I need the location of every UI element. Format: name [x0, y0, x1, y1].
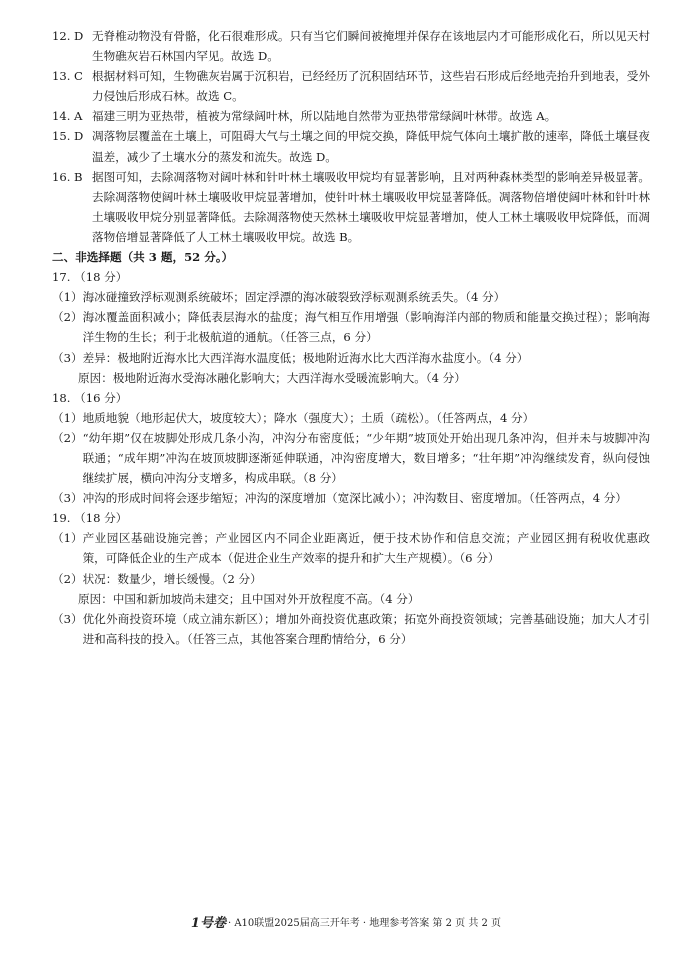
mc-item-14 [52, 106, 650, 126]
part-label: （2） [52, 430, 83, 445]
section-title: 二、非选择题（共 3 题，52 分。） [52, 250, 234, 265]
answer-letter: D [74, 29, 84, 43]
question-17-head: 17. （18 分） [52, 270, 128, 285]
answer-letter: B [74, 169, 83, 184]
part-label: （1） [52, 410, 83, 425]
answer-letter: A [74, 109, 83, 124]
answer-content [52, 26, 650, 649]
mc-item-13 [52, 66, 650, 106]
question-number: 15. [52, 129, 71, 144]
part-text: 状况：数量少，增长缓慢。（2 分） [82, 571, 262, 586]
footer-text: · A10联盟2025届高三开年考 · 地理参考答案 第 2 页 共 2 页 [227, 918, 502, 929]
part-label: （2） [52, 571, 83, 586]
part-label: （1） [52, 290, 83, 305]
q18-part-3 [52, 488, 650, 508]
answer-letter: C [74, 69, 83, 84]
part-label: （1） [52, 531, 83, 546]
part-text: “幼年期”仅在坡脚处形成几条小沟，冲沟分布密度低；“少年期”坡顶处开始出现几条冲沟，但并未与坡脚冲沟联通；“成年期”冲沟在坡顶坡脚逐渐延伸联通，冲沟密度增大，数目增多；“壮年期”冲沟继续发育，纵向侵蚀继续扩展，横向冲沟分支增多，构成串联。（8 分） [82, 430, 650, 486]
q19-reason: 原因：中国和新加坡尚未建交；且中国对外开放程度不高。（4 分） [78, 591, 420, 606]
q19-part-1 [52, 528, 650, 568]
q17-part-3 [52, 348, 650, 368]
part-text: 产业园区基础设施完善；产业园区内不同企业距离近，便于技术协作和信息交流；产业园区拥有税收优惠政策，可降低企业的生产成本（促进企业生产效率的提升和扩大生产规模）。（6 分） [82, 531, 650, 566]
q19-part-2 [52, 569, 650, 589]
q17-reason: 原因：极地附近海水受海冰融化影响大；大西洋海水受暖流影响大。（4 分） [78, 370, 466, 385]
mc-item-12 [52, 26, 650, 66]
mc-item-15 [52, 126, 650, 166]
question-number: 13. [52, 69, 71, 84]
mc-item-16 [52, 167, 650, 247]
q17-part-1 [52, 287, 650, 307]
part-text: 差异：极地附近海水比大西洋海水温度低；极地附近海水比大西洋海水盐度小。（4 分） [82, 350, 529, 365]
q18-part-2 [52, 428, 650, 488]
part-text: 冲沟的形成时间将会逐步缩短；冲沟的深度增加（宽深比减小）；冲沟数目、密度增加。（任答两点，4 分） [82, 491, 627, 506]
q17-part-2 [52, 307, 650, 347]
part-text: 海冰碰撞致浮标观测系统破坏；固定浮漂的海冰破裂致浮标观测系统丢失。（4 分） [82, 290, 506, 305]
question-19-head: 19. （18 分） [52, 511, 128, 526]
question-number: 12. [52, 29, 71, 43]
q19-part-3 [52, 609, 650, 649]
explanation-text: 根据材料可知，生物礁灰岩属于沉积岩，已经经历了沉积固结环节，这些岩石形成后经地壳抬升到地表，受外力侵蚀后形成石林。故选 C。 [92, 69, 650, 104]
part-text: 海冰覆盖面积减小；降低表层海水的盐度；海气相互作用增强（影响海洋内部的物质和能量交换过程）；影响海洋生物的生长；利于北极航道的通航。（任答三点，6 分） [82, 310, 650, 345]
part-label: （2） [52, 310, 83, 325]
question-number: 14. [52, 109, 71, 124]
part-text: 优化外商投资环境（成立浦东新区）；增加外商投资优惠政策；拓宽外商投资领域；完善基础设施；加大人才引进和高科技的投入。（任答三点，其他答案合理酌情给分，6 分） [82, 611, 650, 646]
explanation-text: 无脊椎动物没有骨骼，化石很难形成。只有当它们瞬间被掩埋并保存在该地层内才可能形成化石，所以见天村生物礁灰岩石林国内罕见。故选 D。 [92, 29, 650, 64]
explanation-text: 据图可知，去除凋落物对阔叶林和针叶林土壤吸收甲烷均有显著影响，且对两种森林类型的影响差异极显著。去除凋落物使阔叶林土壤吸收甲烷显著增加，使针叶林土壤吸收甲烷显著降低。凋落物倍增使阔叶林和针叶林土壤吸收甲烷分别显著降低。去除凋落物使天然林土壤吸收甲烷显著增加，使人工林土壤吸收甲烷降低，而凋落物倍增显著降低了人工林土壤吸收甲烷。故选 B。 [92, 169, 650, 244]
explanation-text: 福建三明为亚热带，植被为常绿阔叶林，所以陆地自然带为亚热带常绿阔叶林带。故选 A。 [92, 109, 557, 124]
question-number: 16. [52, 169, 71, 184]
explanation-text: 凋落物层覆盖在土壤上，可阻碍大气与土壤之间的甲烷交换，降低甲烷气体向土壤扩散的速率，降低土壤昼夜温差，减少了土壤水分的蒸发和流失。故选 D。 [92, 129, 650, 164]
q18-part-1 [52, 408, 650, 428]
brand-logo: 1号卷 [190, 916, 226, 931]
page-footer [0, 912, 692, 931]
part-label: （3） [52, 611, 83, 626]
part-text: 地质地貌（地形起伏大，坡度较大）；降水（强度大）；土质（疏松）。（任答两点，4 分） [82, 410, 535, 425]
part-label: （3） [52, 491, 83, 506]
part-label: （3） [52, 350, 83, 365]
question-18-head: 18. （16 分） [52, 390, 128, 405]
answer-letter: D [74, 129, 84, 144]
